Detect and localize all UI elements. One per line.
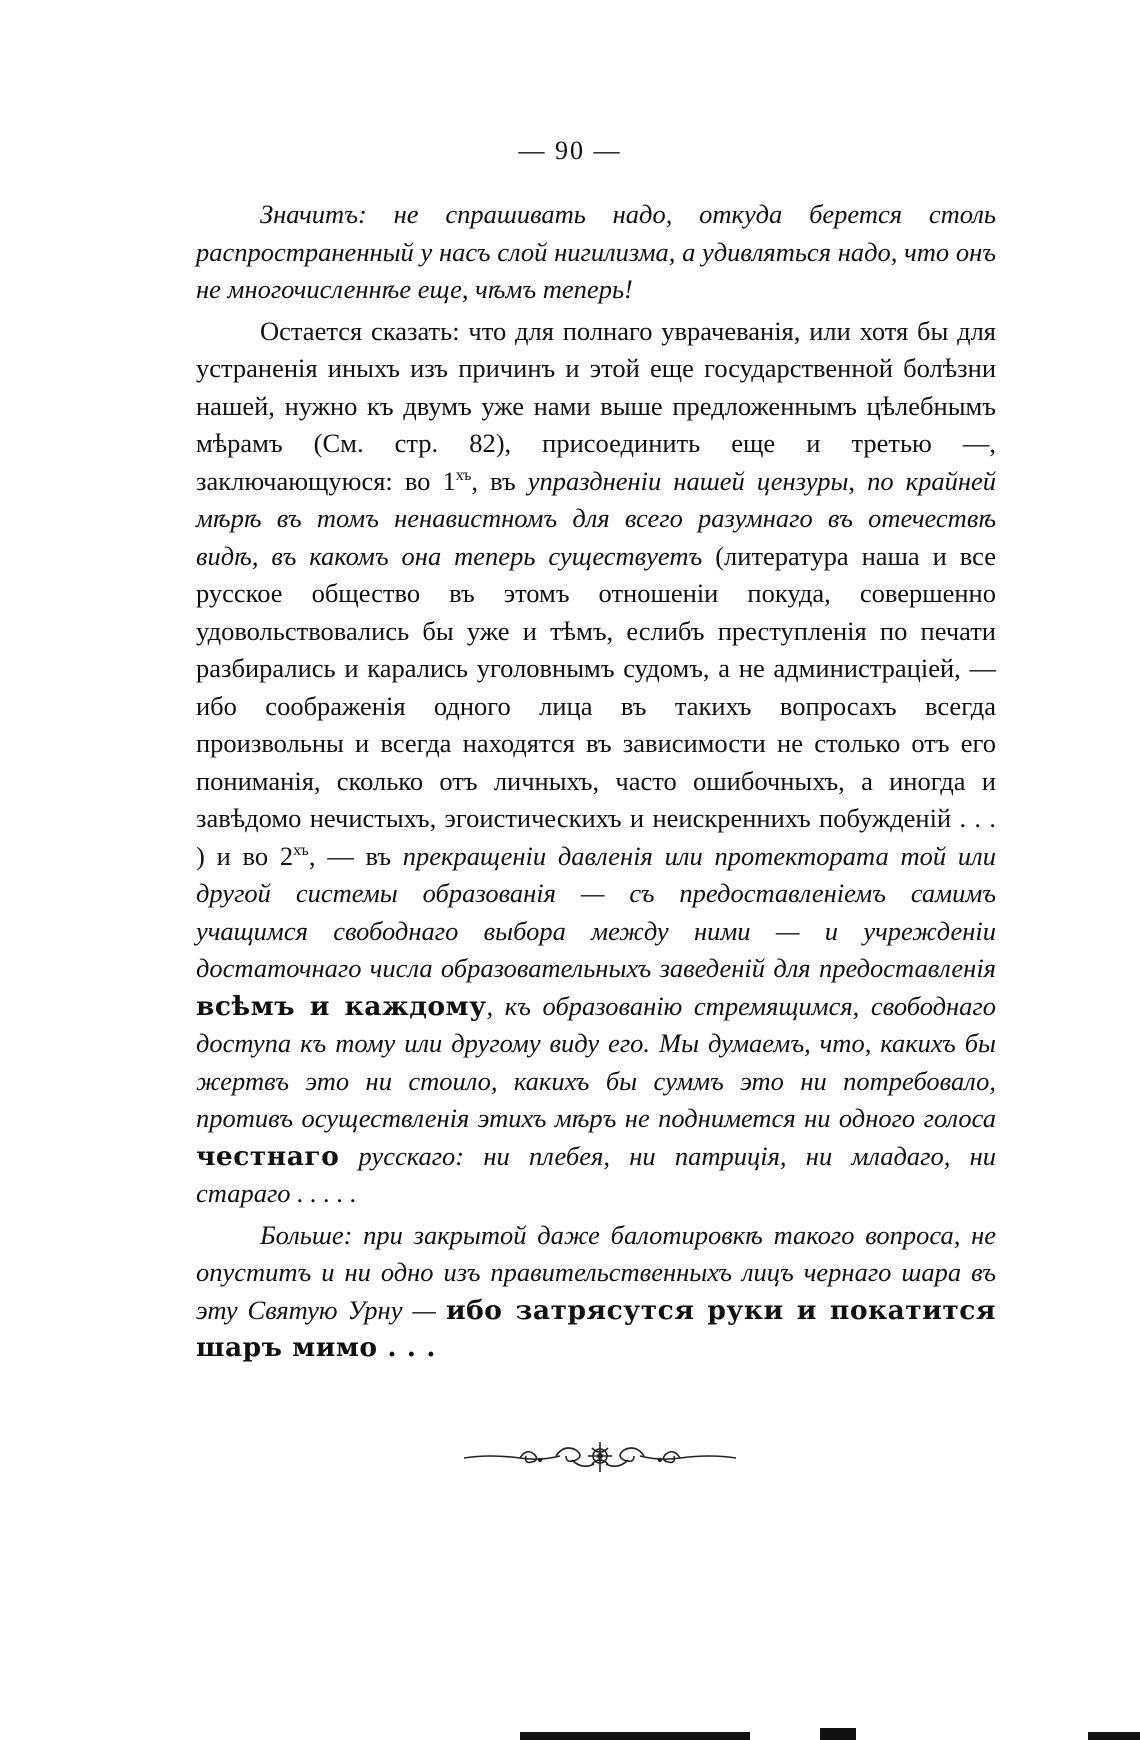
paragraph-1-text: Значитъ: не спрашивать надо, откуда берется столь распространенный у насъ слой нигилизма, а удивляться надо, что онъ не многочисленнѣе еще, чѣмъ теперь! (196, 199, 996, 304)
superscript-1: хъ (455, 466, 472, 484)
footer-bar-middle (820, 1728, 856, 1740)
paragraph-2-italic-2: прекращеніи давленія или протектората той или другой системы образованія — съ предоставленіемъ самимъ учащимся свободнаго выбора между ними — и учрежденіи достаточнаго числа образовательныхъ заведеній для предоставленія (196, 840, 996, 983)
paragraph-2-text-1: Остается сказать: что для полнаго уврачеванія, или хотя бы для устраненія иныхъ изъ причинъ и этой еще государственной болѣзни нашей, нужно къ двумъ уже нами выше предложеннымъ цѣлебнымъ мѣрамъ (См. стр. 82), присоединить еще и третью —, заключающуюся: во 1 (196, 315, 996, 496)
footer-bar-left (520, 1732, 750, 1740)
ornament-divider-icon (460, 1438, 740, 1478)
page-number: — 90 — (518, 136, 622, 165)
paragraph-3-bold-1: ибо затрясутся руки и покатится шаръ мимо . . . (196, 1294, 997, 1363)
paragraph-2 (196, 313, 996, 1213)
page-body (196, 196, 996, 1367)
paragraph-2-bold-1: всѣмъ и каждому (196, 990, 487, 1022)
paragraph-2-italic-4: русскаго: ни плебея, ни патриція, ни младаго, ни стараго . . . . . (196, 1140, 996, 1208)
paragraph-2-text-3: (литература наша и все русское общество въ этомъ отношеніи покуда, совершенно удовольствовались бы уже и тѣмъ, еслибъ преступленія по печати разбирались и карались уголовнымъ судомъ, а не администраціей, — ибо соображенія одного лица въ такихъ вопросахъ всегда произвольны и всегда находятся въ зависимости не столько отъ его пониманія, сколько отъ личныхъ, часто ошибочныхъ, а иногда и завѣдомо нечистыхъ, эгоистическихъ и неискреннихъ побужденій . . . ) и во 2 (196, 540, 997, 871)
footer-bar-right (1088, 1732, 1140, 1740)
paragraph-2-text-2: , въ (471, 465, 528, 496)
paragraph-1 (196, 196, 996, 309)
paragraph-2-bold-2: честнаго (196, 1140, 340, 1172)
paragraph-3-italic-1: Больше: при закрытой даже балотировкѣ такого вопроса, не опуститъ и ни одно изъ правительственныхъ лицъ чернаго шара въ эту Святую Урну — (196, 1219, 996, 1325)
paragraph-3 (196, 1217, 996, 1367)
paragraph-2-text-4: , — въ (308, 840, 403, 871)
paragraph-2-italic-1: упраздненіи нашей цензуры, по крайней мѣрѣ въ томъ ненавистномъ для всего разумнаго въ отечествѣ видѣ, въ какомъ она теперь существуетъ (196, 465, 996, 571)
paragraph-2-italic-3: , къ образованію стремящимся, свободнаго доступа къ тому или другому виду его. Мы думаемъ, что, какихъ бы жертвъ это ни стоило, какихъ бы суммъ это ни потребовало, противъ осуществленія этихъ мѣръ не поднимется ни одного голоса (196, 990, 996, 1133)
superscript-2: хъ (293, 841, 309, 859)
